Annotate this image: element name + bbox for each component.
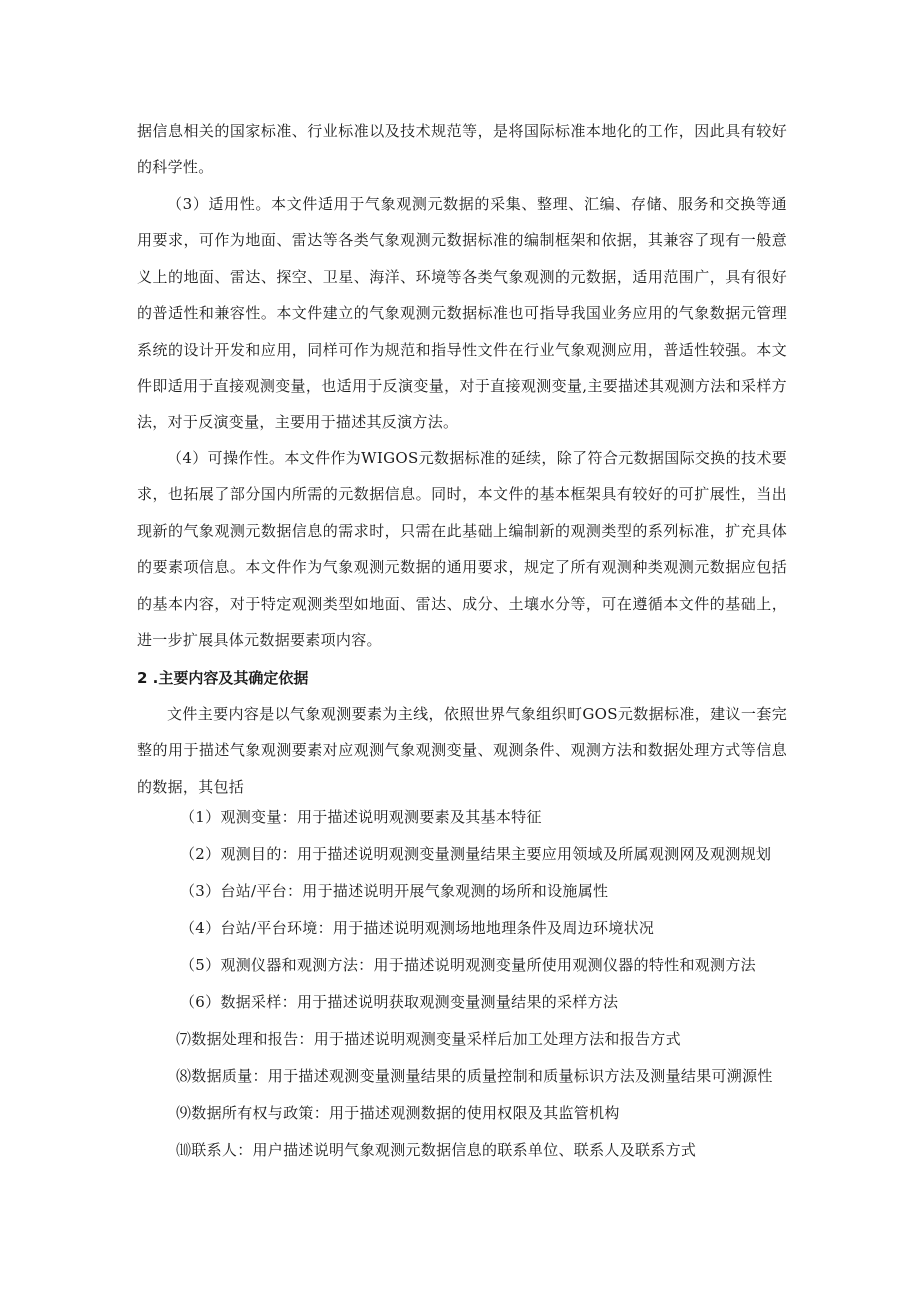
content-item-data-sampling: （6）数据采样：用于描述说明获取观测变量测量结果的采样方法 — [180, 993, 619, 1011]
operability-paragraph: （4）可操作性。本文件作为WIGOS元数据标准的延续，除了符合元数据国际交换的技术要求，也拓展了部分国内所需的元数据信息。同时，本文件的基本框架具有较好的可扩展性，当出现新的气象观测元数据信息的需求时，只需在此基础上编制新的观测类型的系列标准，扩充具体的要素项信息。本文件作为气象观测元数据的通用要求，规定了所有观测种类观测元数据应包括的基本内容，对于特定观测类型如地面、雷达、成分、土壤水分等，可在遵循本文件的基础上，进一步扩展具体元数据要素项内容。 — [137, 449, 787, 650]
content-item-observation-purpose: （2）观测目的：用于描述说明观测变量测量结果主要应用领域及所属观测网及观测规划 — [180, 845, 772, 863]
content-item-station-environment: （4）台站/平台环境：用于描述说明观测场地地理条件及周边环境状况 — [180, 919, 655, 937]
section-heading: 2 .主要内容及其确定依据 — [137, 669, 309, 687]
content-item-data-quality: ⑻数据质量：用于描述观测变量测量结果的质量控制和质量标识方法及测量结果可溯源性 — [176, 1067, 773, 1085]
content-item-station-platform: （3）台站/平台：用于描述说明开展气象观测的场所和设施属性 — [180, 882, 609, 900]
content-item-data-ownership: ⑼数据所有权与政策：用于描述观测数据的使用权限及其监管机构 — [176, 1104, 620, 1122]
content-item-instruments-methods: （5）观测仪器和观测方法：用于描述说明观测变量所使用观测仪器的特性和观测方法 — [180, 956, 756, 974]
applicability-paragraph: （3）适用性。本文件适用于气象观测元数据的采集、整理、汇编、存储、服务和交换等通用要求，可作为地面、雷达等各类气象观测元数据标准的编制框架和依据，其兼容了现有一般意义上的地面、雷达、探空、卫星、海洋、环境等各类气象观测的元数据，适用范围广，具有很好的普适性和兼容性。本文件建立的气象观测元数据标准也可指导我国业务应用的气象数据元管理系统的设计开发和应用，同样可作为规范和指导性文件在行业气象观测应用，普适性较强。本文件即适用于直接观测变量，也适用于反演变量，对于直接观测变量,主要描述其观测方法和采样方法，对于反演变量，主要用于描述其反演方法。 — [137, 195, 787, 432]
content-item-contact: ⑽联系人：用户描述说明气象观测元数据信息的联系单位、联系人及联系方式 — [176, 1141, 697, 1159]
main-content-paragraph: 文件主要内容是以气象观测要素为主线，依照世界气象组织町GOS元数据标准，建议一套完整的用于描述气象观测要素对应观测气象观测变量、观测条件、观测方法和数据处理方式等信息的数据，其包括 — [137, 705, 787, 796]
content-item-observed-variable: （1）观测变量：用于描述说明观测要素及其基本特征 — [180, 808, 542, 826]
content-item-data-processing: ⑺数据处理和报告：用于描述说明观测变量采样后加工处理方法和报告方式 — [176, 1030, 681, 1048]
intro-paragraph: 据信息相关的国家标准、行业标准以及技术规范等，是将国际标准本地化的工作，因此具有较好的科学性。 — [137, 122, 787, 177]
